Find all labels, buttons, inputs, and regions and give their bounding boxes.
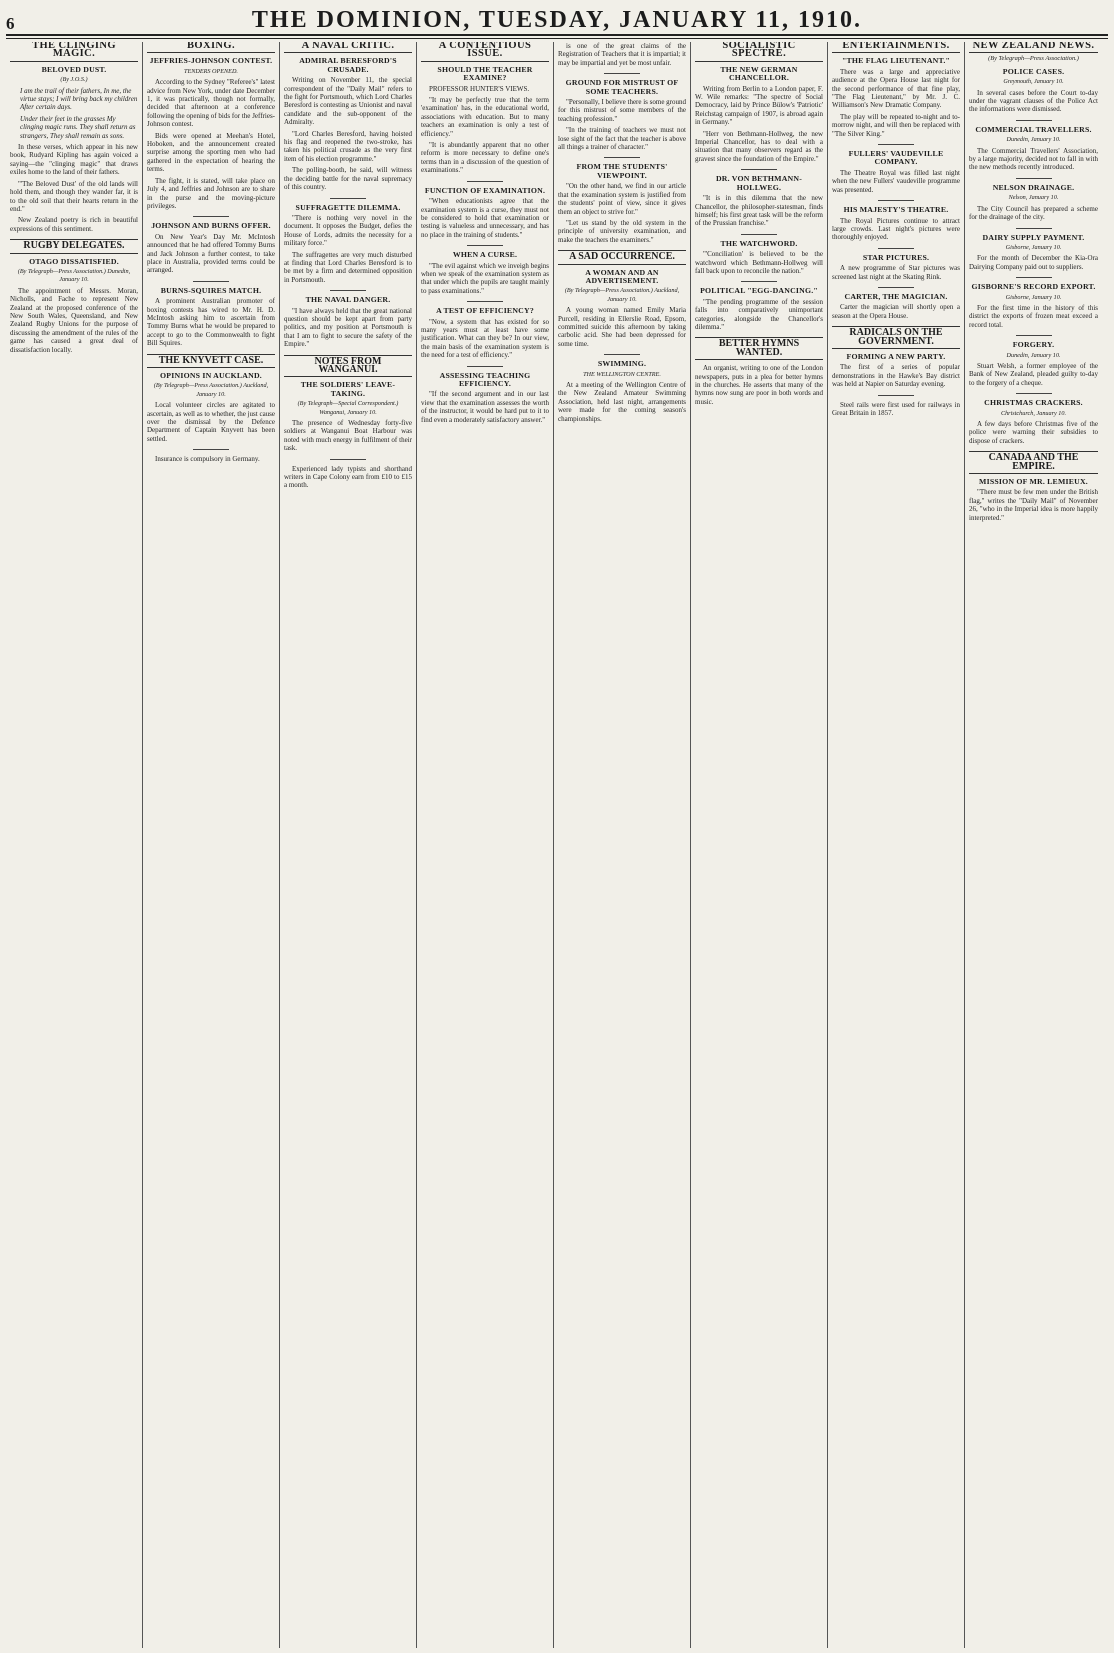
- article-byline: (By Telegraph—Special Correspondent.) Wanganui, January 10.: [297, 400, 399, 416]
- section-heading: RADICALS ON THE GOVERNMENT.: [832, 326, 960, 349]
- article-paragraph: "I have always held that the great national question should be kept apart from party politics, and my position at Portsmouth is that I am to fight to secure the safety of the Empire.": [284, 306, 412, 349]
- article-paragraph: "'The Beloved Dust' of the old lands will hold them, and though they wander far, it is to the old soil that their hearts return in the end.": [10, 179, 138, 213]
- article-headline: ADMIRAL BERESFORD'S CRUSADE.: [299, 56, 397, 74]
- article: [969, 234, 1098, 272]
- article-headline: THE WATCHWORD.: [720, 238, 798, 248]
- article-paragraph: There was a large and appreciative audience at the Opera House last night for the second performance of that fine play, "The Flag Lieutenant," by Mr. J. C. Williamson's New Dramatic Company.: [832, 67, 960, 110]
- article-paragraph: According to the Sydney "Referee's" latest advice from New York, under date December 1, it was practically, though not formally, decided that afternoon at a conference following the opening of bids for the Jeffries-Johnson contest.: [147, 78, 275, 129]
- article: [969, 283, 1098, 329]
- article-paragraph: A new programme of Star pictures was screened last night at the Skating Rink.: [832, 264, 960, 281]
- article-paragraph: "The pending programme of the session falls into comparatively unimportant categories, alongside the Chancellor's dilemma.": [695, 297, 823, 331]
- article: [832, 57, 960, 138]
- article: [421, 372, 549, 424]
- separator: [467, 245, 503, 246]
- article-paragraph: The play will be repeated to-night and to-morrow night, and will then be replaced with "The Silver King.": [832, 112, 960, 138]
- separator: [604, 157, 640, 158]
- column-1: [6, 42, 143, 1648]
- article: [832, 206, 960, 242]
- separator: [604, 354, 640, 355]
- article-headline: "THE FLAG LIEUTENANT.": [841, 56, 950, 66]
- article: [695, 364, 823, 406]
- separator: [878, 144, 914, 145]
- article: [284, 296, 412, 348]
- article: [284, 57, 412, 191]
- article-headline: A TEST OF EFFICIENCY?: [436, 306, 534, 316]
- article-paragraph: On New Year's Day Mr. McIntosh announced that he had offered Tommy Burns and Jack Johnson a further contest, to take place in Australia, provided terms could be arranged.: [147, 232, 275, 275]
- article-paragraph: "Herr von Bethmann-Hollweg, the new Imperial Chancellor, has to deal with a situation that many observers regard as the gravest since the foundation of the Empire.": [695, 129, 823, 163]
- separator: [1016, 277, 1052, 278]
- article-paragraph: A prominent Australian promoter of boxing contests has wired to Mr. H. D. McIntosh asking him to ascertain from Tommy Burns what he would be prepared to accept to go to the Commonwealth to fight Bill Squires.: [147, 297, 275, 348]
- article-paragraph: "On the other hand, we find in our article that the examination system is justified from the students' point of view, since it gives them an object to strive for.": [558, 182, 686, 216]
- article-paragraph: In several cases before the Court to-day under the vagrant clauses of the Police Act the informations were dismissed.: [969, 88, 1098, 114]
- separator: [1016, 335, 1052, 336]
- article-paragraph: Under their feet in the grasses My clinging magic runs. They shall return as strangers, They shall remain as sons.: [20, 114, 136, 140]
- article-paragraph: The suffragettes are very much disturbed at finding that Lord Charles Beresford is to be met by a firm and determined opposition in Portsmouth.: [284, 250, 412, 284]
- article-byline: (By J.O.S.): [60, 76, 88, 84]
- separator: [193, 216, 229, 217]
- article-headline: SWIMMING.: [597, 359, 647, 369]
- article-paragraph: "It is in this dilemma that the new Chancellor, the philosopher-statesman, finds himself; his first great task will be the reform of the Prussian franchise.": [695, 194, 823, 228]
- article: [147, 287, 275, 348]
- separator: [330, 198, 366, 199]
- article: [832, 254, 960, 281]
- footer-note: Steel rails were first used for railways in Great Britain in 1857.: [832, 400, 960, 417]
- article-paragraph: "It is abundantly apparent that no other reform is more necessary to define one's terms than in a discussion of the question of examinations.": [421, 141, 549, 175]
- page-number: 6: [6, 14, 15, 33]
- article-headline: CARTER, THE MAGICIAN.: [844, 291, 948, 301]
- column-4: [417, 42, 554, 1648]
- separator: [604, 73, 640, 74]
- section-heading: A SAD OCCURRENCE.: [558, 250, 686, 264]
- separator: [878, 287, 914, 288]
- article-headline: THE SOLDIERS' LEAVE-TAKING.: [300, 380, 396, 398]
- separator: [1016, 228, 1052, 229]
- article-paragraph: The Royal Pictures continue to attract large crowds. Last night's pictures were thoroughly enjoyed.: [832, 216, 960, 242]
- article-headline: CHRISTMAS CRACKERS.: [984, 398, 1083, 408]
- article-paragraph: The polling-booth, he said, will witness the deciding battle for the naval supremacy of this country.: [284, 166, 412, 192]
- article-paragraph: "It may be perfectly true that the term 'examination' has, in the educational world, associations with education. But to many teachers an examination is only a test of efficiency.": [421, 96, 549, 138]
- article-paragraph: In these verses, which appear in his new book, Rudyard Kipling has again voiced a saying—the "clinging magic" that draws exiles home to the land of their fathers.: [10, 143, 138, 177]
- article: [832, 150, 960, 194]
- article-paragraph: "When educationists agree that the examination system is a curse, they must not be considered to hold that examination or testing is valueless and unnecessary, and has no place in the training of students.": [421, 197, 549, 239]
- separator: [467, 366, 503, 367]
- article-headline: NELSON DRAINAGE.: [992, 182, 1075, 192]
- section-heading: CANADA AND THE EMPIRE.: [969, 451, 1098, 474]
- article: [969, 68, 1098, 114]
- article: [421, 251, 549, 295]
- article: [558, 269, 686, 349]
- column-heading: SOCIALISTIC SPECTRE.: [695, 42, 823, 62]
- article: [832, 293, 960, 320]
- article-paragraph: "In the training of teachers we must not lose sight of the fact that the teacher is above all things a trainer of character.": [558, 126, 686, 152]
- article-headline: DR. VON BETHMANN-HOLLWEG.: [715, 174, 803, 192]
- separator: [330, 459, 366, 460]
- article-byline: (By Telegraph—Press Association.) Dunedin, January 10.: [17, 267, 131, 284]
- article-headline: FORGERY.: [1012, 340, 1055, 350]
- article: [10, 66, 138, 233]
- article-paragraph: PROFESSOR HUNTER'S VIEWS.: [429, 84, 530, 93]
- article-headline: FULLERS' VAUDEVILLE COMPANY.: [848, 149, 944, 167]
- article-paragraph: For the month of December the Kia-Ora Dairying Company paid out to suppliers.: [969, 254, 1098, 271]
- article-paragraph: At a meeting of the Wellington Centre of the New Zealand Amateur Swimming Association, held last night, arrangements were made for the coming season's championships.: [558, 381, 686, 423]
- separator: [878, 395, 914, 396]
- article-paragraph: "Now, a system that has existed for so many years must at least have some justification. What can they be? In our view, the main basis of the examination system is the need for a test of efficiency.": [421, 317, 549, 360]
- article-paragraph: The presence of Wednesday forty-five soldiers at Wanganui Boat Harbour was noted with much energy in fulfilment of their task.: [284, 419, 412, 453]
- article-paragraph: The fight, it is stated, will take place on July 4, and Jeffries and Johnson are to share in the purse and the moving-picture privileges.: [147, 176, 275, 210]
- article-headline: MISSION OF MR. LEMIEUX.: [979, 477, 1088, 487]
- article-paragraph: "'Conciliation' is believed to be the watchword which Bethmann-Hollweg will fall back upon to reconcile the nation.": [695, 250, 823, 275]
- separator: [741, 281, 777, 282]
- article-headline: STAR PICTURES.: [862, 252, 930, 262]
- footer-note: Insurance is compulsory in Germany.: [155, 455, 260, 464]
- column-subheading: (By Telegraph—Press Association.): [988, 55, 1079, 63]
- newspaper-title: THE DOMINION, TUESDAY, JANUARY 11, 1910.: [251, 7, 863, 33]
- article-headline: THE NEW GERMAN CHANCELLOR.: [720, 64, 798, 83]
- column-heading: A NAVAL CRITIC.: [284, 42, 412, 53]
- article: [832, 353, 960, 389]
- article-headline: A WOMAN AND AN ADVERTISEMENT.: [585, 267, 659, 285]
- column-heading: A CONTENTIOUS ISSUE.: [421, 42, 549, 62]
- separator: [741, 169, 777, 170]
- article-paragraph: Bids were opened at Meehan's Hotel, Hoboken, and the announcement created surprise among the sporting men who had gathered in the expectation of hearing the terms.: [147, 131, 275, 174]
- article-paragraph: Local volunteer circles are agitated to ascertain, as well as to whether, the just cause over the dismissal by the Defence Department of Captain Knyvett has been settled.: [147, 401, 276, 443]
- separator: [330, 290, 366, 291]
- article-paragraph: A young woman named Emily Maria Purcell, residing in Ellerslie Road, Epsom, committed suicide this afternoon by taking carbolic acid. She had been depressed for some time.: [558, 306, 686, 348]
- section-heading: THE KNYVETT CASE.: [147, 354, 275, 368]
- separator: [467, 301, 503, 302]
- article-paragraph: "Lord Charles Beresford, having hoisted his flag and reopened the two-stroke, has taken his political crusade as the very first item of his election programme.": [284, 129, 412, 163]
- separator: [1016, 178, 1052, 179]
- article-paragraph: Writing on November 11, the special correspondent of the "Daily Mail" refers to the fight for Portsmouth, which Lord Charles Beresford is contesting as Unionist and naval candidate and the sub-opponent of the Admiralty.: [284, 76, 412, 127]
- article-byline: Christchurch, January 10.: [1000, 409, 1067, 417]
- article-paragraph: "If the second argument and in our last view that the examination assesses the worth of the instructor, it would be hard put to it to find even a moderately satisfactory answer.": [421, 390, 549, 424]
- separator: [467, 181, 503, 182]
- article-paragraph: The Theatre Royal was filled last night when the new Fullers' vaudeville programme was presented.: [832, 168, 960, 194]
- article: [10, 258, 138, 354]
- article-headline: GISBORNE'S RECORD EXPORT.: [971, 282, 1096, 292]
- article: [695, 240, 823, 276]
- article: [147, 372, 275, 443]
- article-headline: THE NAVAL DANGER.: [305, 295, 391, 305]
- article-headline: SUFFRAGETTE DILEMMA.: [295, 202, 401, 212]
- masthead: [6, 4, 1108, 36]
- article: [284, 204, 412, 285]
- separator: [193, 449, 229, 450]
- article: [969, 478, 1098, 522]
- article-byline: TENDERS OPENED.: [184, 67, 238, 75]
- article: [695, 287, 823, 331]
- article-paragraph: A few days before Christmas five of the police were warning their subsidies to dispose of crackers.: [969, 420, 1098, 445]
- separator: [1016, 120, 1052, 121]
- article-headline: FORMING A NEW PARTY.: [846, 351, 946, 361]
- separator: [878, 248, 914, 249]
- article: [558, 163, 686, 244]
- article-headline: JOHNSON AND BURNS OFFER.: [151, 221, 271, 231]
- article: [284, 381, 412, 452]
- column-3: [280, 42, 417, 1648]
- article-paragraph: "Personally, I believe there is some ground for this mistrust of some members of the teaching profession.": [558, 98, 687, 123]
- article-paragraph: The appointment of Messrs. Moran, Nicholls, and Fache to represent New Zealand at the proposed conference of the New South Wales, Queensland, and New Zealand Rugby Unions for the purpose of discussing the amendment of the rules of the game has caused a great deal of dissatisfaction locally.: [10, 286, 138, 354]
- column-8: [965, 42, 1102, 1648]
- article-headline: BELOVED DUST.: [41, 64, 107, 74]
- column-heading: ENTERTAINMENTS.: [832, 42, 960, 53]
- article-headline: HIS MAJESTY'S THEATRE.: [843, 205, 949, 215]
- article-paragraph: I am the trail of their fathers, In me, the virtue stays; I will bring back my children After certain days.: [20, 86, 138, 112]
- article-paragraph: "Let us stand by the old system in the principle of university examination, and make the teachers the examiners.": [558, 218, 686, 244]
- article: [421, 66, 549, 175]
- article-headline: SHOULD THE TEACHER EXAMINE?: [437, 64, 533, 83]
- article-headline: COMMERCIAL TRAVELLERS.: [975, 124, 1092, 134]
- article: [969, 126, 1098, 172]
- footer-note: Experienced lady typists and shorthand writers in Cape Colony earn from £10 to £15 a month.: [284, 464, 412, 490]
- article-paragraph: "There is nothing very novel in the document. It opposes the Budget, defies the House of Lords, admits the necessity for a military force.": [284, 213, 412, 248]
- article: [695, 66, 823, 163]
- article-headline: ASSESSING TEACHING EFFICIENCY.: [439, 370, 531, 388]
- article-headline: GROUND FOR MISTRUST OF SOME TEACHERS.: [565, 78, 679, 96]
- article-paragraph: New Zealand poetry is rich in beautiful expressions of this sentiment.: [10, 216, 138, 233]
- column-7: [828, 42, 965, 1648]
- article-paragraph: "The evil against which we inveigh begins when we speak of the examination system as that under which the pupils are taught mainly to pass examinations.": [421, 261, 549, 295]
- article-headline: OTAGO DISSATISFIED.: [29, 256, 119, 266]
- separator: [741, 234, 777, 235]
- article: [695, 175, 823, 227]
- column-5: [554, 42, 691, 1648]
- article-byline: Dunedin, January 10.: [1006, 351, 1061, 359]
- article-headline: FROM THE STUDENTS' VIEWPOINT.: [576, 162, 668, 180]
- article-paragraph: Carter the magician will shortly open a season at the Opera House.: [832, 303, 960, 320]
- article: [969, 399, 1098, 445]
- article-paragraph: The Commercial Travellers' Association, by a large majority, decided not to fall in with the new methods recently introduced.: [969, 146, 1098, 172]
- article-byline: (By Telegraph—Press Association.) Auckland, January 10.: [564, 287, 680, 303]
- article: [421, 187, 549, 239]
- article: [558, 79, 686, 151]
- article-headline: FUNCTION OF EXAMINATION.: [424, 185, 546, 195]
- article-headline: POLITICAL "EGG-DANCING.": [700, 286, 818, 296]
- article: [969, 341, 1098, 387]
- separator: [193, 281, 229, 282]
- article-paragraph: For the first time in the history of this district the exports of frozen meat exceed a record total.: [969, 303, 1098, 329]
- article-byline: Nelson, January 10.: [1008, 194, 1059, 202]
- article-paragraph: Writing from Berlin to a London paper, F. W. Wile remarks: "The spectre of Social Democracy, laid by Prince Bülow's 'Patriotic' Reichstag campaign of 1907, is abroad again in Germany.": [695, 84, 823, 127]
- columns-container: [6, 42, 1108, 1648]
- article: [558, 360, 686, 423]
- article-byline: Gisborne, January 10.: [1005, 243, 1062, 251]
- article-headline: JEFFRIES-JOHNSON CONTEST.: [149, 56, 273, 66]
- article-headline: DAIRY SUPPLY PAYMENT.: [982, 232, 1085, 242]
- article: [147, 57, 275, 210]
- section-heading: NOTES FROM WANGANUI.: [284, 355, 412, 378]
- article-paragraph: Stuart Welsh, a former employee of the Bank of New Zealand, pleaded guilty to-day to the forgery of a cheque.: [969, 361, 1098, 387]
- article-paragraph: is one of the great claims of the Registration of Teachers that it is impartial; it may be impartial and yet be most unfair.: [558, 42, 686, 67]
- article-byline: THE WELLINGTON CENTRE.: [583, 370, 661, 378]
- separator: [1016, 393, 1052, 394]
- article-byline: Greymouth, January 10.: [1003, 78, 1064, 86]
- article: [558, 42, 686, 67]
- article-headline: POLICE CASES.: [1002, 66, 1065, 76]
- separator: [878, 200, 914, 201]
- column-heading: BOXING.: [147, 42, 275, 53]
- column-2: [143, 42, 280, 1648]
- column-heading: THE CLINGING MAGIC.: [10, 42, 138, 62]
- article: [969, 184, 1098, 222]
- article: [421, 307, 549, 359]
- article-byline: Gisborne, January 10.: [1005, 293, 1062, 301]
- article-paragraph: An organist, writing to one of the London newspapers, puts in a plea for better hymns in the churches. He asserts that many of the hymns now sung are poor in both words and music.: [695, 364, 823, 406]
- article-paragraph: The City Council has prepared a scheme for the drainage of the city.: [969, 204, 1098, 222]
- article: [147, 222, 275, 274]
- column-6: [691, 42, 828, 1648]
- article-paragraph: The first of a series of popular demonstrations in the Hawke's Bay district was held at Napier on Saturday evening.: [832, 363, 960, 389]
- article-paragraph: "There must be few men under the British flag," writes the "Daily Mail" of November 26, "who in the Imperial idea is more happily interpreted.": [969, 488, 1098, 522]
- article-headline: WHEN A CURSE.: [452, 250, 518, 260]
- article-byline: (By Telegraph—Press Association.) Auckland, January 10.: [153, 382, 269, 398]
- section-heading: BETTER HYMNS WANTED.: [695, 337, 823, 360]
- column-heading: NEW ZEALAND NEWS.: [969, 42, 1098, 53]
- section-heading: RUGBY DELEGATES.: [10, 239, 138, 253]
- article-byline: Dunedin, January 10.: [1006, 136, 1061, 144]
- article-headline: OPINIONS IN AUCKLAND.: [160, 371, 262, 380]
- article-headline: BURNS-SQUIRES MATCH.: [160, 285, 262, 295]
